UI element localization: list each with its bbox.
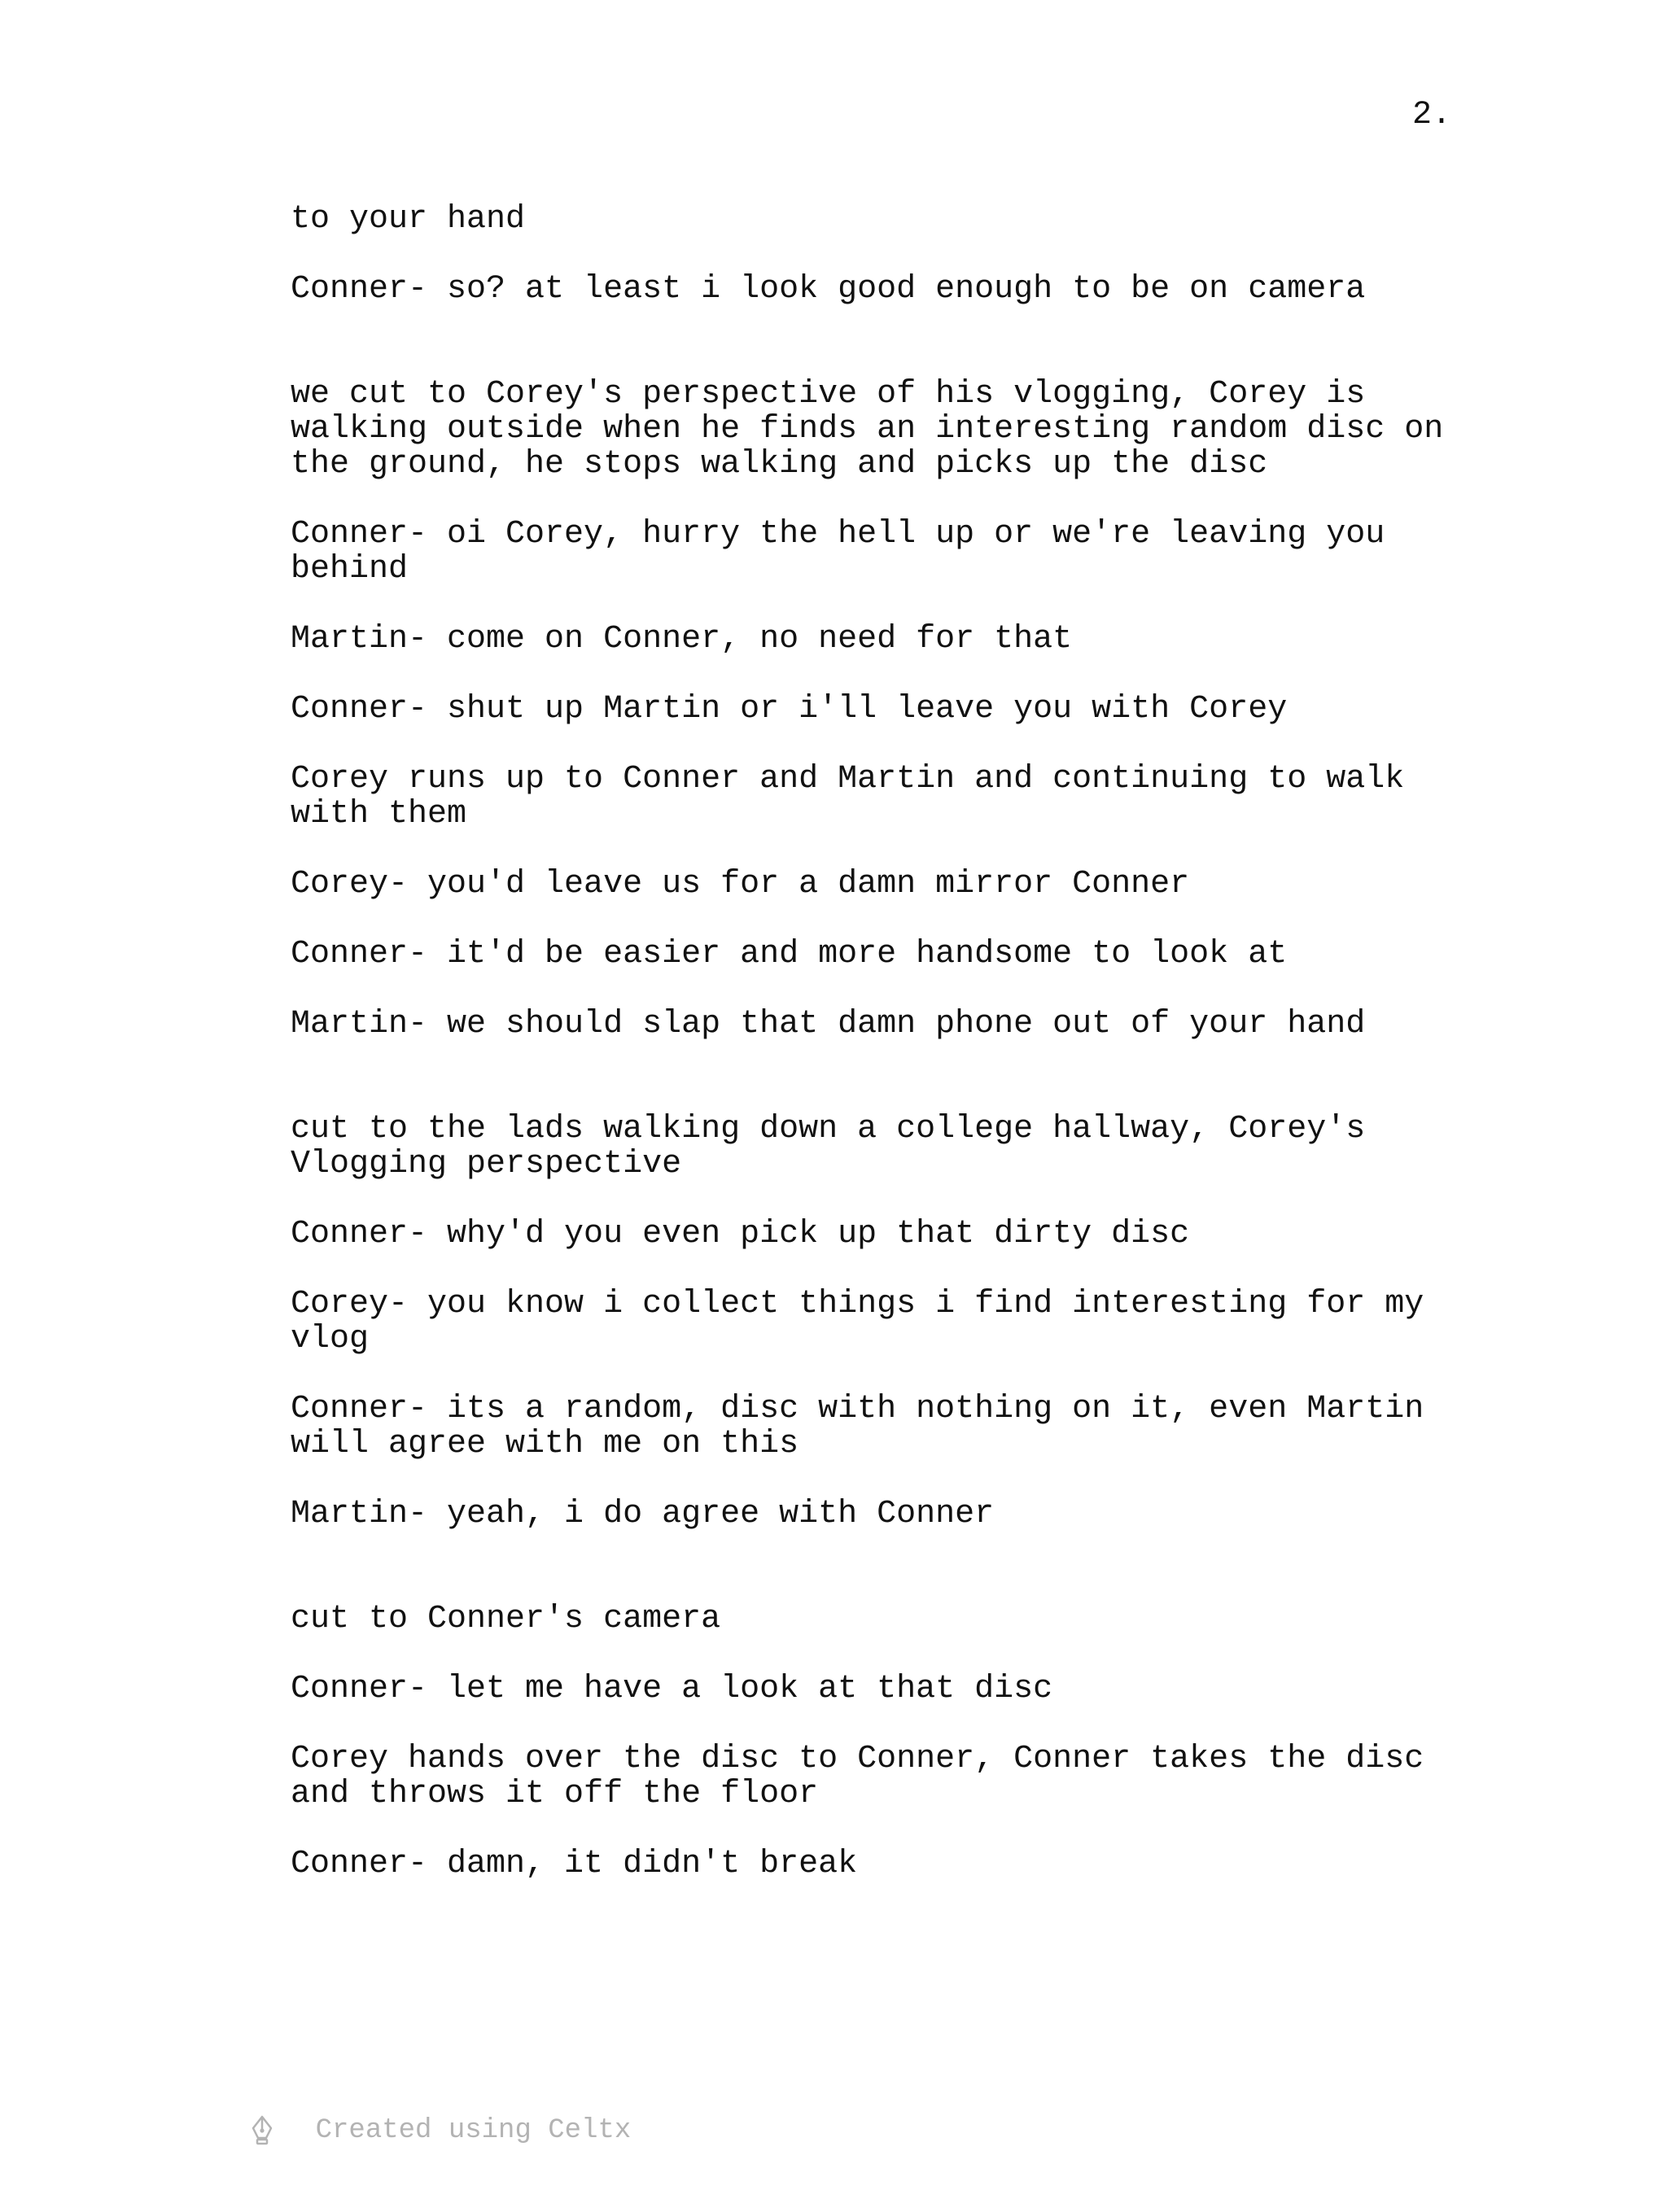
celtx-footer — [249, 2049, 631, 2212]
dialogue-line: Corey- you know i collect things i find interesting for my vlog — [291, 1286, 1424, 1357]
action-line: Corey hands over the disc to Conner, Conner takes the disc and throws it off the floor — [291, 1741, 1424, 1812]
action-line: Corey runs up to Conner and Martin and continuing to walk with them — [291, 761, 1405, 833]
dialogue-line: Conner- oi Corey, hurry the hell up or we're leaving you behind — [291, 516, 1385, 588]
script-line: to your hand — [291, 201, 526, 238]
footer-text: Created using Celtx — [315, 2115, 632, 2146]
page-number: 2. — [1412, 97, 1452, 133]
dialogue-line: Conner- why'd you even pick up that dirty disc — [291, 1216, 1190, 1252]
action-line: cut to Conner's camera — [291, 1601, 721, 1637]
dialogue-line: Martin- come on Conner, no need for that — [291, 621, 1073, 658]
pen-nib-icon — [249, 2049, 316, 2212]
action-line: we cut to Corey's perspective of his vlogging, Corey is walking outside when he finds an interesting random disc on the ground, he stops walking and picks up the disc — [291, 376, 1444, 483]
dialogue-line: Conner- it'd be easier and more handsome to look at — [291, 936, 1288, 973]
dialogue-line: Conner- let me have a look at that disc — [291, 1671, 1053, 1707]
dialogue-line: Conner- its a random, disc with nothing on it, even Martin will agree with me on this — [291, 1391, 1424, 1462]
action-line: cut to the lads walking down a college hallway, Corey's Vlogging perspective — [291, 1111, 1366, 1183]
dialogue-line: Martin- we should slap that damn phone out of your hand — [291, 1006, 1366, 1043]
script-body — [291, 202, 1446, 1882]
dialogue-line: Corey- you'd leave us for a damn mirror Conner — [291, 866, 1190, 903]
dialogue-line: Conner- shut up Martin or i'll leave you with Corey — [291, 691, 1288, 728]
dialogue-line: Conner- damn, it didn't break — [291, 1846, 858, 1882]
dialogue-line: Martin- yeah, i do agree with Conner — [291, 1496, 995, 1532]
dialogue-line: Conner- so? at least i look good enough to be on camera — [291, 271, 1366, 308]
